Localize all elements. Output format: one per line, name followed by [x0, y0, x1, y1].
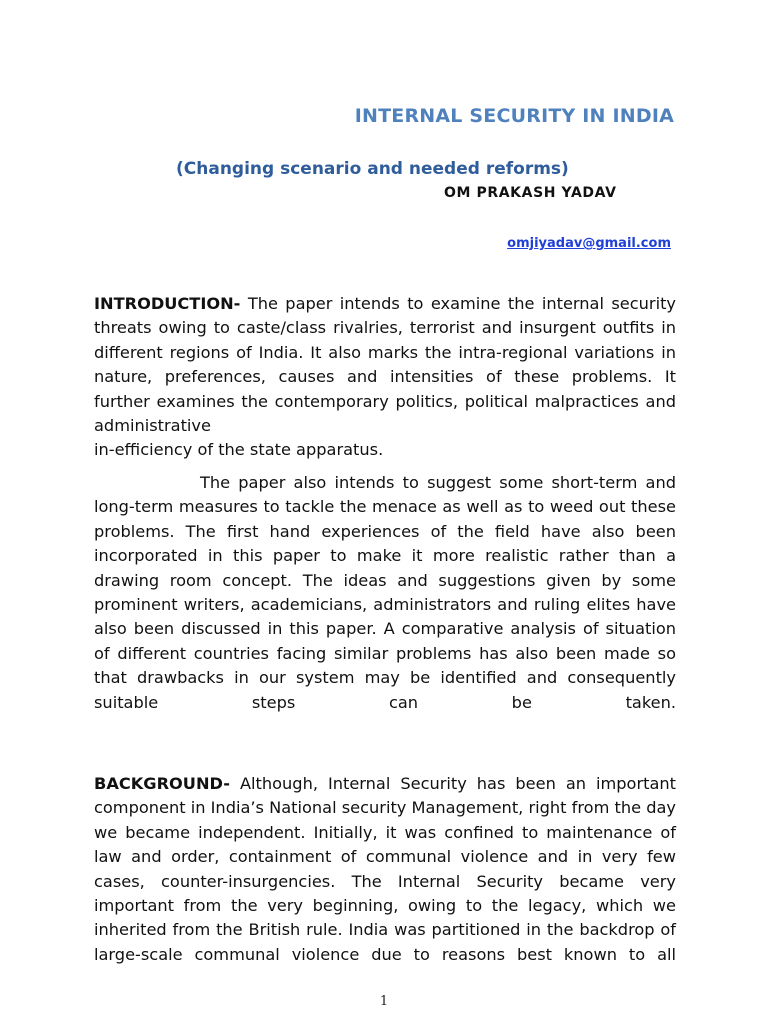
- author-email-link[interactable]: omjiyadav@gmail.com: [507, 236, 671, 251]
- document-title: INTERNAL SECURITY IN INDIA: [354, 105, 674, 127]
- introduction-last-line: in-efficiency of the state apparatus.: [94, 440, 384, 460]
- introduction-paragraph: [94, 292, 676, 463]
- second-paragraph: [94, 471, 676, 715]
- document-subtitle: (Changing scenario and needed reforms): [176, 159, 569, 179]
- introduction-text: The paper intends to examine the internal security threats owing to caste/class rivalries, terrorist and insurgent outfits in different regions of India. It also marks the intra-regional variations in nature, preferences, causes and intensities of these problems. It further examines the contemporary politics, political malpractices and administrative: [94, 294, 676, 436]
- page-number: 1: [379, 994, 389, 1009]
- second-paragraph-text: The paper also intends to suggest some short-term and long-term measures to tackle the menace as well as to weed out these problems. The first hand experiences of the field have also been incorporated in this paper to make it more realistic rather than a drawing room concept. The ideas and suggestions given by some prominent writers, academicians, administrators and ruling elites have also been discussed in this paper. A comparative analysis of situation of different countries facing similar problems has also been made so that drawbacks in our system may be identified and consequently suitable steps can be taken.: [94, 473, 676, 712]
- introduction-heading: INTRODUCTION-: [94, 294, 241, 313]
- author-name: OM PRAKASH YADAV: [444, 185, 617, 201]
- background-paragraph: [94, 772, 676, 967]
- background-text: Although, Internal Security has been an important component in India’s National security Management, right from the day we became independent. Initially, it was confined to maintenance of law and order, containment of communal violence and in very few cases, counter-insurgencies. The Internal Security became very important from the very beginning, owing to the legacy, which we inherited from the British rule. India was partitioned in the backdrop of large-scale communal violence due to reasons best known to all: [94, 774, 676, 964]
- background-heading: BACKGROUND-: [94, 774, 230, 793]
